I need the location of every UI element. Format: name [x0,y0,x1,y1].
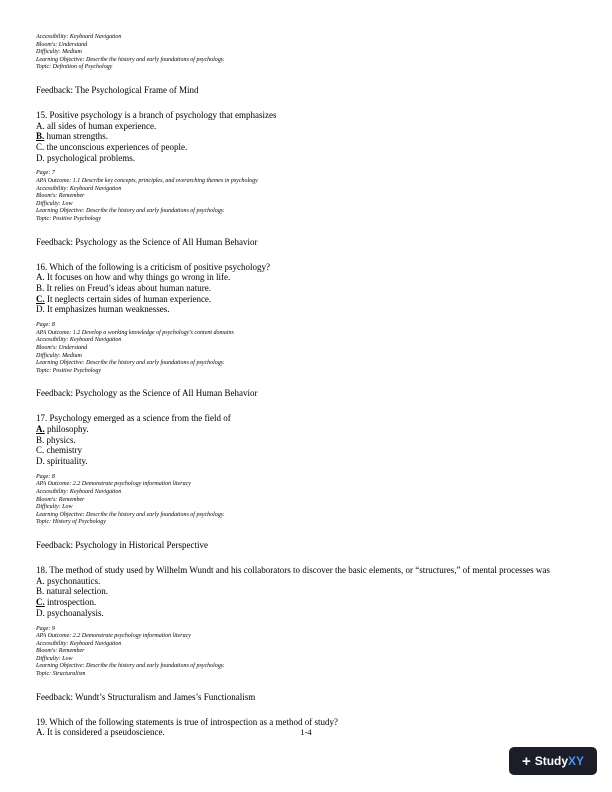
option-c [36,597,576,608]
option-letter: D. [36,152,45,163]
correct-option-letter: B. [36,131,45,142]
correct-option-letter: A. [36,424,45,435]
meta-line: Difficulty: Medium [36,49,82,56]
meta-line: APA Outcome: 1.1 Describe key concepts, principles, and overarching themes in psychology [36,178,258,185]
meta-line: Topic: Positive Psychology [36,216,102,223]
meta-line: Bloom's: Understand [36,41,88,48]
option-letter: D. [36,456,45,467]
question-17 [36,413,576,467]
option-text: chemistry [44,445,83,456]
option-text: physics. [44,434,76,445]
meta-block [36,474,576,527]
option-a [36,272,576,283]
question-stem: 19. Which of the following statements is true of introspection as a method of study? [36,716,339,727]
option-b [36,586,576,597]
option-text: psychonautics. [44,575,101,586]
option-d [36,304,576,315]
meta-line: Learning Objective: Describe the history and early foundations of psychology. [36,208,225,215]
question-stem: 17. Psychology emerged as a science from the field of [36,413,231,424]
question-15 [36,110,576,164]
question-stem: 15. Positive psychology is a branch of psychology that emphasizes [36,109,277,120]
option-letter: A. [36,120,45,131]
option-text: It relies on Freud’s ideas about human nature. [44,283,211,294]
meta-line: Bloom's: Remember [36,193,85,200]
meta-line: Difficulty: Low [36,655,73,662]
meta-line: Difficulty: Low [36,504,73,511]
meta-line: Accessibility: Keyboard Navigation [36,34,122,40]
option-letter: B. [36,283,45,294]
plus-icon: + [521,752,531,770]
meta-line: Bloom's: Understand [36,344,88,351]
meta-line: Topic: Definition of Psychology [36,64,113,71]
option-c [36,294,576,305]
meta-line: Accessibility: Keyboard Navigation [36,489,122,496]
meta-line: Bloom's: Remember [36,648,85,655]
brand-name [535,754,584,768]
meta-line: APA Outcome: 2.2 Demonstrate psychology information literacy [36,633,191,640]
meta-line: APA Outcome: 2.2 Demonstrate psychology information literacy [36,481,191,488]
meta-block [36,170,576,223]
meta-line: APA Outcome: 1.2 Develop a working knowledge of psychology's content domains [36,329,234,336]
option-letter: B. [36,434,45,445]
option-b [36,435,576,446]
option-d [36,608,576,619]
meta-line: Learning Objective: Describe the history and early foundations of psychology. [36,56,225,63]
meta-line: Page: 8 [36,322,55,329]
brand-xy-text: XY [568,754,585,768]
meta-block [36,322,576,375]
option-text: philosophy. [44,424,89,435]
meta-line: Topic: Structuralism [36,671,86,678]
meta-line: Accessibility: Keyboard Navigation [36,337,122,344]
meta-line: Page: 8 [36,473,55,480]
option-text: introspection. [44,597,97,608]
studyxy-logo-badge[interactable] [509,747,597,775]
meta-line: Learning Objective: Describe the history and early foundations of psychology. [36,360,225,367]
document-page [36,34,576,738]
meta-line: Page: 7 [36,170,55,177]
meta-line: Learning Objective: Describe the history and early foundations of psychology. [36,663,225,670]
meta-line: Topic: Positive Psychology [36,367,102,374]
option-d [36,456,576,467]
feedback-line: Feedback: The Psychological Frame of Mind [36,84,199,95]
meta-line: Bloom's: Remember [36,496,85,503]
meta-line: Difficulty: Low [36,200,73,207]
feedback-line: Feedback: Wundt’s Structuralism and James’s Functionalism [36,691,256,702]
option-text: spirituality. [44,456,88,467]
meta-line: Topic: History of Psychology [36,519,106,526]
option-text: the unconscious experiences of people. [44,142,188,153]
brand-study-text: Study [534,754,569,768]
question-stem: 18. The method of study used by Wilhelm Wundt and his collaborators to discover the basic elements, or “structures,” of mental processes was [36,564,550,575]
option-letter: B. [36,586,45,597]
option-letter: A. [36,727,45,738]
meta-line: Difficulty: Medium [36,352,82,359]
option-b [36,283,576,294]
meta-line: Page: 9 [36,625,55,632]
option-letter: C. [36,142,45,153]
option-text: It emphasizes human weaknesses. [44,304,170,315]
option-letter: A. [36,272,45,283]
page-number: 1-4 [300,727,312,737]
option-text: natural selection. [44,586,108,597]
feedback-line: Feedback: Psychology as the Science of All Human Behavior [36,388,258,399]
option-letter: C. [36,445,45,456]
option-text: human strengths. [44,131,109,142]
option-letter: A. [36,575,45,586]
option-text: It focuses on how and why things go wrong in life. [44,272,231,283]
meta-line: Learning Objective: Describe the history and early foundations of psychology. [36,511,225,518]
option-letter: D. [36,304,45,315]
option-a [36,121,576,132]
option-a [36,424,576,435]
option-text: It neglects certain sides of human experience. [44,293,212,304]
meta-line: Accessibility: Keyboard Navigation [36,640,122,647]
option-c [36,142,576,153]
meta-block-top [36,34,576,72]
correct-option-letter: C. [36,293,45,304]
feedback-line: Feedback: Psychology as the Science of All Human Behavior [36,236,258,247]
option-b [36,131,576,142]
question-stem: 16. Which of the following is a criticism of positive psychology? [36,261,271,272]
option-c [36,445,576,456]
option-text: psychological problems. [44,152,135,163]
question-16 [36,262,576,316]
option-text: psychoanalysis. [44,607,104,618]
option-d [36,153,576,164]
correct-option-letter: C. [36,597,45,608]
question-18 [36,565,576,619]
meta-line: Accessibility: Keyboard Navigation [36,185,122,192]
option-text: It is considered a pseudoscience. [44,727,165,738]
option-letter: D. [36,607,45,618]
option-text: all sides of human experience. [44,120,157,131]
option-a [36,576,576,587]
feedback-line: Feedback: Psychology in Historical Perspective [36,539,208,550]
meta-block [36,626,576,679]
